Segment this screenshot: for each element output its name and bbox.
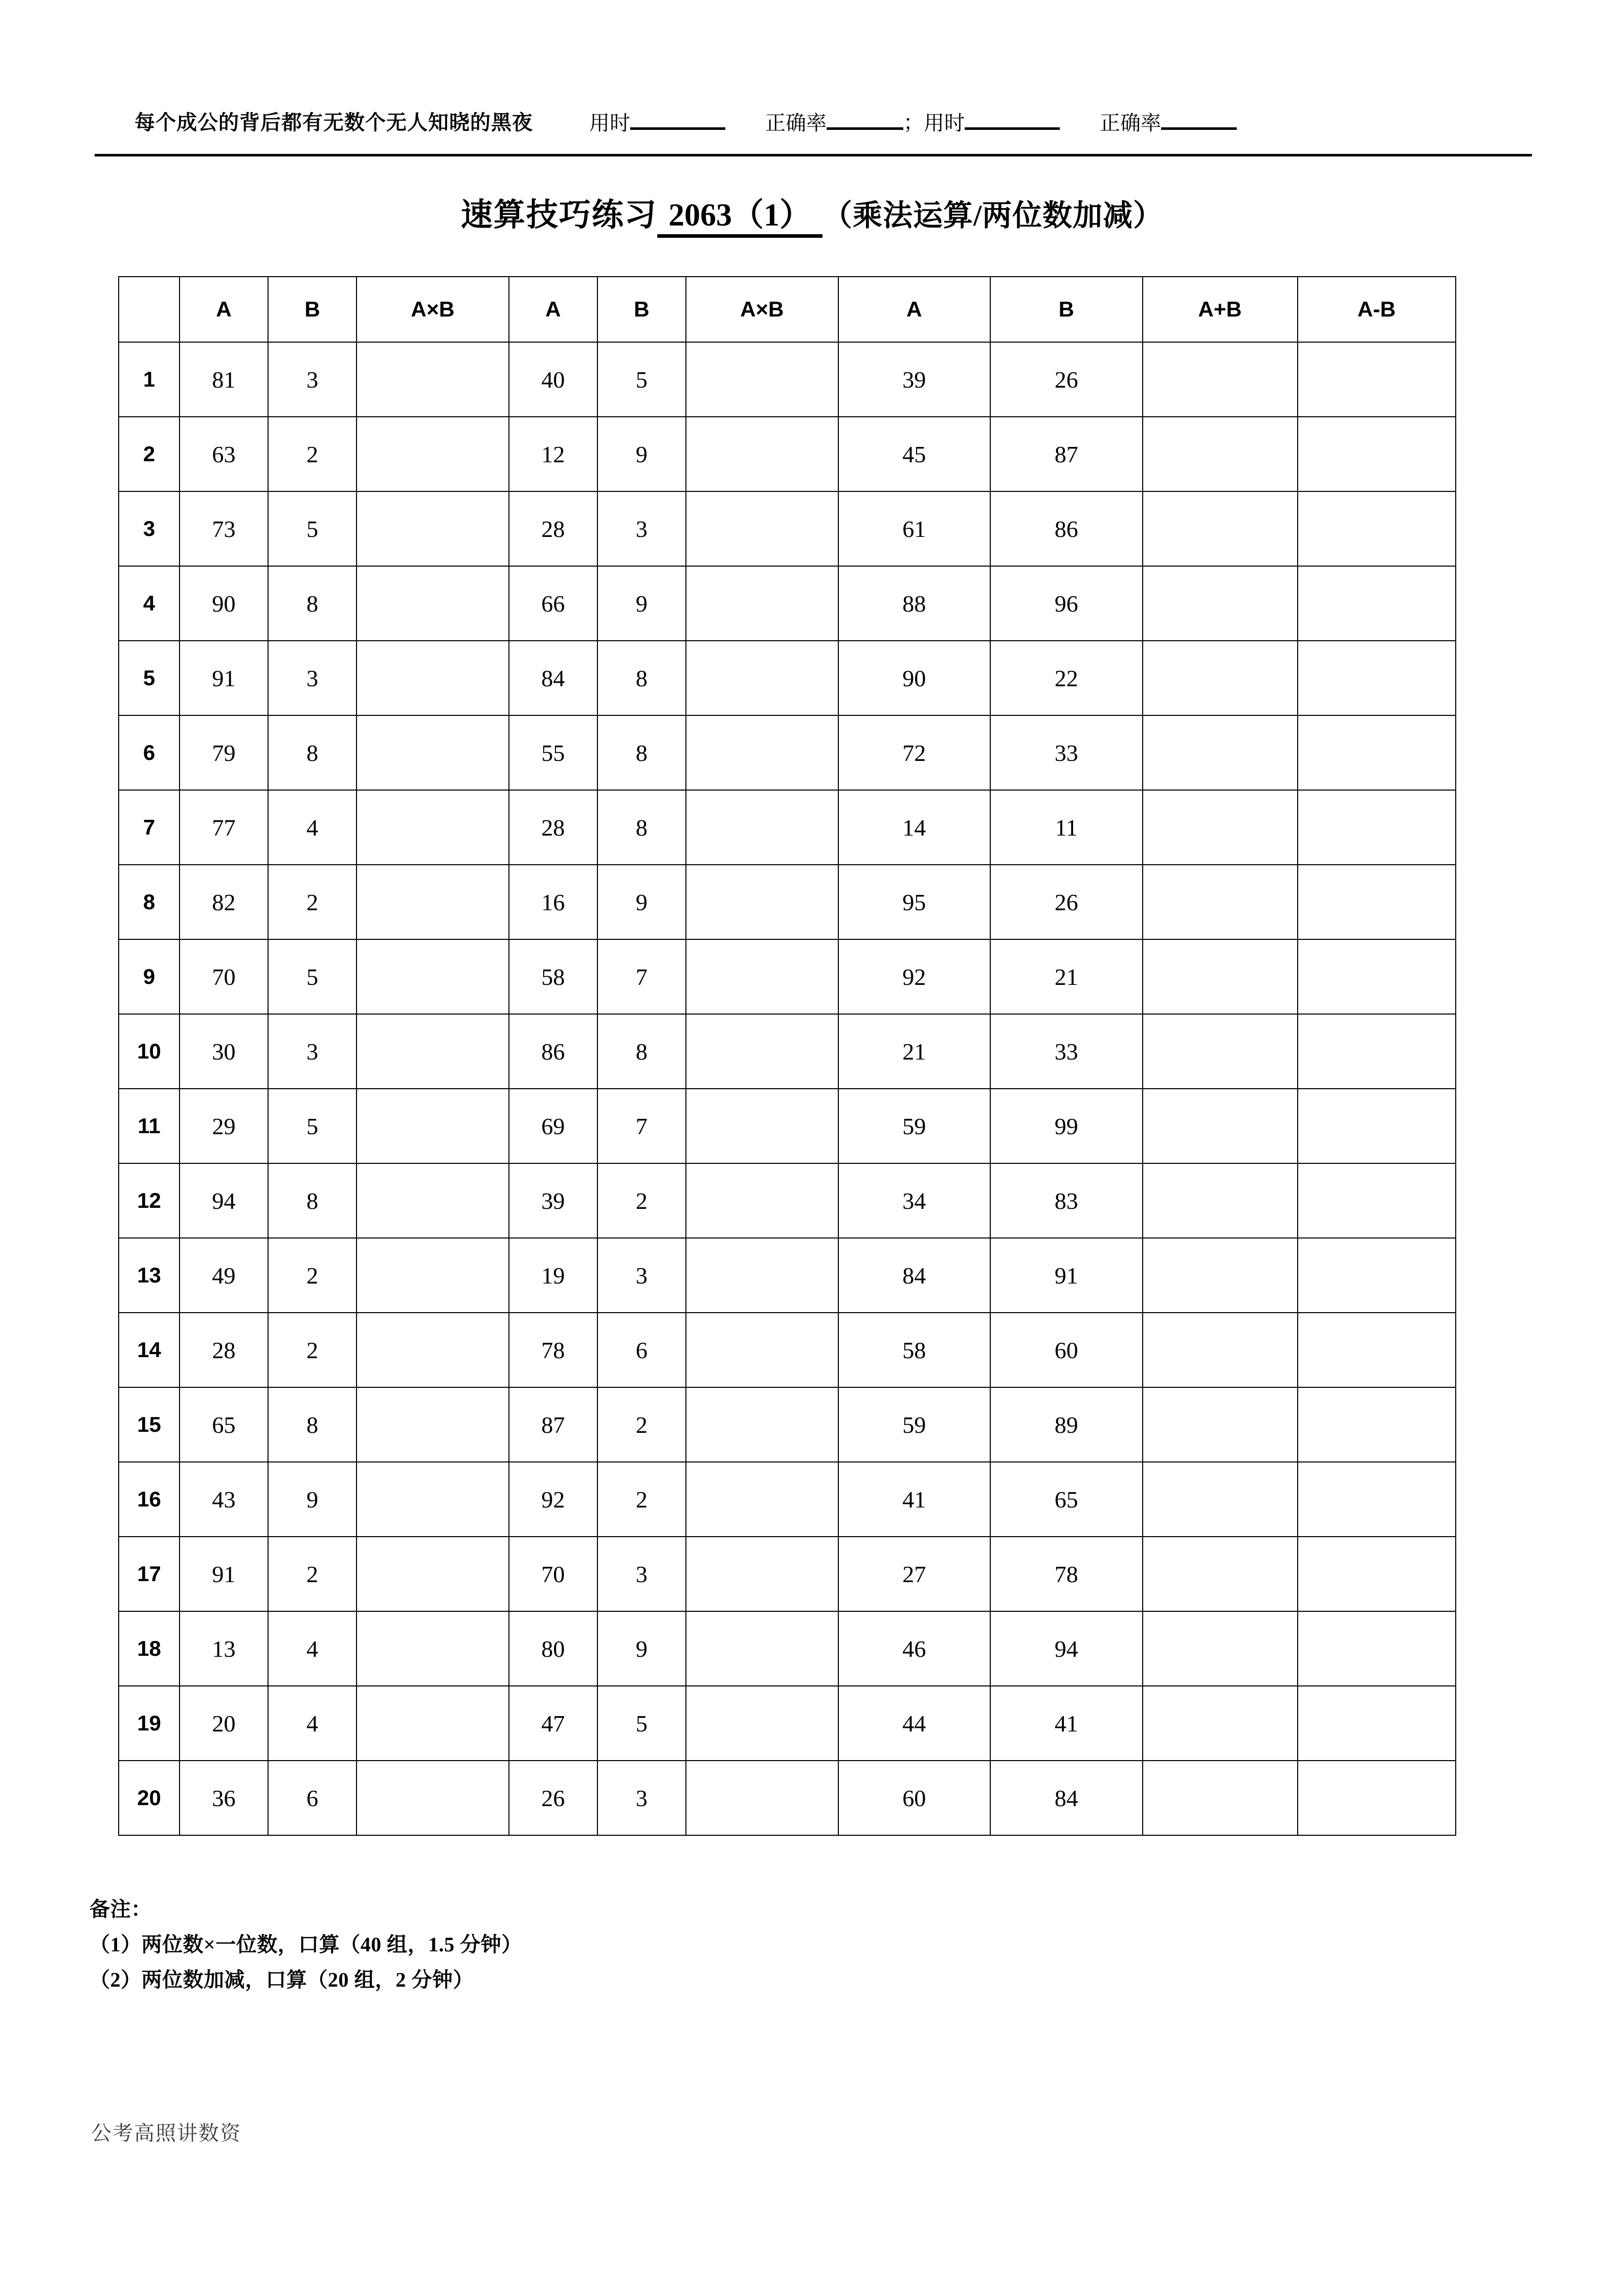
cell-b3: 60 xyxy=(990,1313,1143,1387)
col-header-a3: A xyxy=(838,277,991,342)
cell-aplusb-answer[interactable] xyxy=(1143,1611,1298,1686)
table-row xyxy=(119,1163,1456,1238)
cell-axb1-answer[interactable] xyxy=(357,1537,509,1611)
accuracy-blank-2[interactable] xyxy=(1161,110,1237,130)
cell-aminusb-answer[interactable] xyxy=(1298,1014,1456,1089)
cell-a1: 29 xyxy=(180,1089,268,1163)
cell-aplusb-answer[interactable] xyxy=(1143,939,1298,1014)
cell-a3: 45 xyxy=(838,417,991,491)
cell-aplusb-answer[interactable] xyxy=(1143,715,1298,790)
cell-b2: 3 xyxy=(597,1238,686,1313)
cell-a2: 28 xyxy=(509,491,597,566)
cell-a2: 55 xyxy=(509,715,597,790)
cell-b1: 2 xyxy=(268,1238,357,1313)
cell-aplusb-answer[interactable] xyxy=(1143,1537,1298,1611)
cell-a1: 20 xyxy=(180,1686,268,1761)
cell-b3: 22 xyxy=(990,641,1143,715)
cell-a1: 43 xyxy=(180,1462,268,1537)
cell-b2: 5 xyxy=(597,1686,686,1761)
cell-axb1-answer[interactable] xyxy=(357,641,509,715)
cell-b2: 7 xyxy=(597,1089,686,1163)
cell-b3: 94 xyxy=(990,1611,1143,1686)
cell-b1: 4 xyxy=(268,1611,357,1686)
cell-b1: 9 xyxy=(268,1462,357,1537)
cell-a2: 92 xyxy=(509,1462,597,1537)
cell-axb2-answer[interactable] xyxy=(686,1761,838,1835)
row-number-cell: 19 xyxy=(119,1686,180,1761)
col-header-axb2: A×B xyxy=(686,277,838,342)
cell-axb2-answer[interactable] xyxy=(686,1014,838,1089)
cell-b2: 2 xyxy=(597,1387,686,1462)
cell-a3: 72 xyxy=(838,715,991,790)
cell-aminusb-answer[interactable] xyxy=(1298,1387,1456,1462)
cell-b1: 2 xyxy=(268,1313,357,1387)
cell-b1: 2 xyxy=(268,417,357,491)
cell-b2: 8 xyxy=(597,1014,686,1089)
cell-b2: 8 xyxy=(597,715,686,790)
cell-a2: 19 xyxy=(509,1238,597,1313)
cell-b2: 8 xyxy=(597,641,686,715)
table-row xyxy=(119,417,1456,491)
cell-a1: 90 xyxy=(180,566,268,641)
notes-line-2: （2）两位数加减，口算（20 组，2 分钟） xyxy=(90,1968,474,1991)
table-row xyxy=(119,566,1456,641)
cell-a3: 39 xyxy=(838,342,991,417)
table-row xyxy=(119,939,1456,1014)
cell-axb1-answer[interactable] xyxy=(357,790,509,865)
cell-a1: 91 xyxy=(180,1537,268,1611)
cell-aminusb-answer[interactable] xyxy=(1298,417,1456,491)
cell-b3: 21 xyxy=(990,939,1143,1014)
cell-a3: 46 xyxy=(838,1611,991,1686)
cell-axb2-answer[interactable] xyxy=(686,1462,838,1537)
cell-b1: 3 xyxy=(268,1014,357,1089)
cell-aplusb-answer[interactable] xyxy=(1143,1313,1298,1387)
cell-aminusb-answer[interactable] xyxy=(1298,1537,1456,1611)
cell-a2: 70 xyxy=(509,1537,597,1611)
cell-a1: 94 xyxy=(180,1163,268,1238)
cell-b3: 91 xyxy=(990,1238,1143,1313)
table-row xyxy=(119,1537,1456,1611)
cell-axb1-answer[interactable] xyxy=(357,939,509,1014)
cell-b2: 9 xyxy=(597,566,686,641)
table-row xyxy=(119,1238,1456,1313)
cell-aminusb-answer[interactable] xyxy=(1298,790,1456,865)
cell-b2: 9 xyxy=(597,865,686,939)
accuracy-label-2: 正确率 xyxy=(1100,111,1161,134)
cell-b3: 96 xyxy=(990,566,1143,641)
cell-aplusb-answer[interactable] xyxy=(1143,1089,1298,1163)
row-number-cell: 13 xyxy=(119,1238,180,1313)
cell-b1: 6 xyxy=(268,1761,357,1835)
cell-b3: 11 xyxy=(990,790,1143,865)
cell-aplusb-answer[interactable] xyxy=(1143,1163,1298,1238)
table-row xyxy=(119,1014,1456,1089)
cell-axb1-answer[interactable] xyxy=(357,1089,509,1163)
cell-aplusb-answer[interactable] xyxy=(1143,1014,1298,1089)
cell-aplusb-answer[interactable] xyxy=(1143,417,1298,491)
cell-a1: 79 xyxy=(180,715,268,790)
cell-aplusb-answer[interactable] xyxy=(1143,342,1298,417)
cell-b1: 3 xyxy=(268,641,357,715)
cell-a1: 65 xyxy=(180,1387,268,1462)
col-header-b2: B xyxy=(597,277,686,342)
header-separator: ； xyxy=(903,111,924,134)
cell-b3: 99 xyxy=(990,1089,1143,1163)
cell-b3: 26 xyxy=(990,342,1143,417)
motivational-quote: 每个成公的背后都有无数个无人知晓的黑夜 xyxy=(135,111,533,134)
cell-b1: 8 xyxy=(268,1163,357,1238)
col-header-a2: A xyxy=(509,277,597,342)
title-prefix: 速算技巧练习 xyxy=(460,198,657,233)
cell-aminusb-answer[interactable] xyxy=(1298,641,1456,715)
cell-axb2-answer[interactable] xyxy=(686,790,838,865)
notes-block xyxy=(90,1892,1317,1997)
cell-a3: 58 xyxy=(838,1313,991,1387)
cell-b3: 86 xyxy=(990,491,1143,566)
cell-a1: 73 xyxy=(180,491,268,566)
cell-a3: 44 xyxy=(838,1686,991,1761)
cell-axb2-answer[interactable] xyxy=(686,342,838,417)
table-head xyxy=(119,277,1456,342)
table-row xyxy=(119,1686,1456,1761)
cell-b3: 84 xyxy=(990,1761,1143,1835)
row-number-cell: 8 xyxy=(119,865,180,939)
title-suffix: （乘法运算/两位数加减） xyxy=(822,199,1164,232)
row-number-cell: 17 xyxy=(119,1537,180,1611)
cell-axb2-answer[interactable] xyxy=(686,1611,838,1686)
cell-b3: 33 xyxy=(990,715,1143,790)
cell-axb2-answer[interactable] xyxy=(686,491,838,566)
cell-b1: 4 xyxy=(268,1686,357,1761)
cell-axb1-answer[interactable] xyxy=(357,342,509,417)
page-title xyxy=(0,189,1624,238)
row-number-cell: 14 xyxy=(119,1313,180,1387)
cell-b1: 5 xyxy=(268,1089,357,1163)
cell-aplusb-answer[interactable] xyxy=(1143,491,1298,566)
cell-a2: 84 xyxy=(509,641,597,715)
cell-a1: 13 xyxy=(180,1611,268,1686)
title-worksheet-code: 2063（1） xyxy=(657,199,822,238)
time-label-2: 用时 xyxy=(924,111,965,134)
cell-b3: 26 xyxy=(990,865,1143,939)
cell-axb2-answer[interactable] xyxy=(686,1387,838,1462)
cell-axb2-answer[interactable] xyxy=(686,641,838,715)
cell-a3: 88 xyxy=(838,566,991,641)
cell-a3: 21 xyxy=(838,1014,991,1089)
cell-a2: 78 xyxy=(509,1313,597,1387)
cell-axb2-answer[interactable] xyxy=(686,1238,838,1313)
cell-axb1-answer[interactable] xyxy=(357,1014,509,1089)
cell-b2: 3 xyxy=(597,1537,686,1611)
cell-a3: 84 xyxy=(838,1238,991,1313)
notes-heading: 备注： xyxy=(90,1898,152,1921)
col-header-a1: A xyxy=(180,277,268,342)
cell-aminusb-answer[interactable] xyxy=(1298,342,1456,417)
cell-a1: 30 xyxy=(180,1014,268,1089)
time-field-2 xyxy=(924,110,1060,136)
cell-a3: 27 xyxy=(838,1537,991,1611)
cell-a1: 77 xyxy=(180,790,268,865)
cell-aplusb-answer[interactable] xyxy=(1143,566,1298,641)
cell-a3: 90 xyxy=(838,641,991,715)
table-row xyxy=(119,491,1456,566)
cell-a2: 87 xyxy=(509,1387,597,1462)
table-row xyxy=(119,1462,1456,1537)
cell-a3: 59 xyxy=(838,1089,991,1163)
table-row xyxy=(119,715,1456,790)
cell-axb1-answer[interactable] xyxy=(357,417,509,491)
cell-axb1-answer[interactable] xyxy=(357,1238,509,1313)
cell-axb2-answer[interactable] xyxy=(686,1089,838,1163)
cell-aplusb-answer[interactable] xyxy=(1143,1387,1298,1462)
cell-axb1-answer[interactable] xyxy=(357,1686,509,1761)
cell-b2: 8 xyxy=(597,790,686,865)
cell-axb2-answer[interactable] xyxy=(686,1537,838,1611)
table-row xyxy=(119,1387,1456,1462)
cell-a1: 36 xyxy=(180,1761,268,1835)
cell-b3: 89 xyxy=(990,1387,1143,1462)
header-separator-wrap xyxy=(903,110,924,136)
cell-a2: 39 xyxy=(509,1163,597,1238)
cell-aminusb-answer[interactable] xyxy=(1298,865,1456,939)
cell-b2: 3 xyxy=(597,491,686,566)
cell-aplusb-answer[interactable] xyxy=(1143,641,1298,715)
cell-a2: 80 xyxy=(509,1611,597,1686)
row-number-cell: 3 xyxy=(119,491,180,566)
cell-aminusb-answer[interactable] xyxy=(1298,566,1456,641)
cell-a3: 14 xyxy=(838,790,991,865)
col-header-b1: B xyxy=(268,277,357,342)
practice-table xyxy=(118,276,1456,1836)
row-number-cell: 10 xyxy=(119,1014,180,1089)
cell-aplusb-answer[interactable] xyxy=(1143,1238,1298,1313)
cell-aminusb-answer[interactable] xyxy=(1298,715,1456,790)
cell-a2: 86 xyxy=(509,1014,597,1089)
cell-axb1-answer[interactable] xyxy=(357,1313,509,1387)
cell-aminusb-answer[interactable] xyxy=(1298,939,1456,1014)
cell-axb2-answer[interactable] xyxy=(686,865,838,939)
cell-axb2-answer[interactable] xyxy=(686,566,838,641)
page-running-head xyxy=(95,110,1532,156)
time-field-1 xyxy=(589,110,725,136)
row-number-cell: 9 xyxy=(119,939,180,1014)
row-number-cell: 7 xyxy=(119,790,180,865)
cell-axb2-answer[interactable] xyxy=(686,939,838,1014)
cell-a2: 28 xyxy=(509,790,597,865)
cell-axb1-answer[interactable] xyxy=(357,1611,509,1686)
cell-aminusb-answer[interactable] xyxy=(1298,1163,1456,1238)
table-row xyxy=(119,790,1456,865)
table-row xyxy=(119,1313,1456,1387)
cell-b1: 4 xyxy=(268,790,357,865)
row-number-cell: 16 xyxy=(119,1462,180,1537)
row-number-cell: 18 xyxy=(119,1611,180,1686)
cell-axb2-answer[interactable] xyxy=(686,1686,838,1761)
cell-b1: 3 xyxy=(268,342,357,417)
cell-a1: 28 xyxy=(180,1313,268,1387)
cell-a1: 91 xyxy=(180,641,268,715)
time-blank-2[interactable] xyxy=(965,110,1060,130)
col-header-axb1: A×B xyxy=(357,277,509,342)
cell-a2: 12 xyxy=(509,417,597,491)
row-number-cell: 20 xyxy=(119,1761,180,1835)
cell-aminusb-answer[interactable] xyxy=(1298,1313,1456,1387)
table-body xyxy=(119,342,1456,1835)
cell-b3: 83 xyxy=(990,1163,1143,1238)
cell-axb1-answer[interactable] xyxy=(357,491,509,566)
cell-a3: 92 xyxy=(838,939,991,1014)
cell-aplusb-answer[interactable] xyxy=(1143,790,1298,865)
col-header-aplusb: A+B xyxy=(1143,277,1298,342)
cell-axb1-answer[interactable] xyxy=(357,566,509,641)
cell-axb1-answer[interactable] xyxy=(357,1462,509,1537)
cell-a3: 95 xyxy=(838,865,991,939)
cell-aminusb-answer[interactable] xyxy=(1298,1611,1456,1686)
accuracy-blank-1[interactable] xyxy=(827,110,903,130)
cell-b1: 5 xyxy=(268,491,357,566)
cell-aplusb-answer[interactable] xyxy=(1143,1761,1298,1835)
cell-b2: 3 xyxy=(597,1761,686,1835)
row-number-cell: 4 xyxy=(119,566,180,641)
cell-b3: 78 xyxy=(990,1537,1143,1611)
row-number-cell: 12 xyxy=(119,1163,180,1238)
col-header-aminusb: A-B xyxy=(1298,277,1456,342)
cell-aminusb-answer[interactable] xyxy=(1298,491,1456,566)
table-row xyxy=(119,1611,1456,1686)
accuracy-field-2 xyxy=(1100,110,1237,136)
cell-a2: 66 xyxy=(509,566,597,641)
cell-b2: 9 xyxy=(597,417,686,491)
cell-aminusb-answer[interactable] xyxy=(1298,1238,1456,1313)
col-header-b3: B xyxy=(990,277,1143,342)
cell-b3: 65 xyxy=(990,1462,1143,1537)
cell-b2: 5 xyxy=(597,342,686,417)
cell-axb2-answer[interactable] xyxy=(686,417,838,491)
cell-axb2-answer[interactable] xyxy=(686,715,838,790)
row-number-cell: 5 xyxy=(119,641,180,715)
cell-b3: 41 xyxy=(990,1686,1143,1761)
cell-aminusb-answer[interactable] xyxy=(1298,1462,1456,1537)
cell-a2: 16 xyxy=(509,865,597,939)
accuracy-field-1 xyxy=(765,110,903,136)
row-number-cell: 1 xyxy=(119,342,180,417)
cell-a2: 47 xyxy=(509,1686,597,1761)
cell-a2: 26 xyxy=(509,1761,597,1835)
cell-a3: 61 xyxy=(838,491,991,566)
table-header-row xyxy=(119,277,1456,342)
cell-b2: 9 xyxy=(597,1611,686,1686)
cell-aminusb-answer[interactable] xyxy=(1298,1686,1456,1761)
footer-watermark: 公考高照讲数资 xyxy=(91,2122,241,2145)
cell-aplusb-answer[interactable] xyxy=(1143,1686,1298,1761)
cell-axb1-answer[interactable] xyxy=(357,1387,509,1462)
col-header-rownum xyxy=(119,277,180,342)
practice-table-wrap xyxy=(118,276,1456,1836)
cell-aplusb-answer[interactable] xyxy=(1143,865,1298,939)
cell-b1: 8 xyxy=(268,715,357,790)
row-number-cell: 11 xyxy=(119,1089,180,1163)
table-row xyxy=(119,1089,1456,1163)
cell-b1: 2 xyxy=(268,1537,357,1611)
cell-axb1-answer[interactable] xyxy=(357,715,509,790)
table-row xyxy=(119,641,1456,715)
cell-b2: 6 xyxy=(597,1313,686,1387)
time-blank-1[interactable] xyxy=(630,110,725,130)
accuracy-label-1: 正确率 xyxy=(765,111,827,134)
cell-b3: 33 xyxy=(990,1014,1143,1089)
cell-axb2-answer[interactable] xyxy=(686,1313,838,1387)
cell-b1: 5 xyxy=(268,939,357,1014)
cell-a1: 63 xyxy=(180,417,268,491)
row-number-cell: 15 xyxy=(119,1387,180,1462)
cell-a2: 69 xyxy=(509,1089,597,1163)
cell-axb1-answer[interactable] xyxy=(357,865,509,939)
cell-a1: 49 xyxy=(180,1238,268,1313)
cell-b2: 7 xyxy=(597,939,686,1014)
cell-b2: 2 xyxy=(597,1163,686,1238)
time-label-1: 用时 xyxy=(589,111,630,134)
cell-a1: 82 xyxy=(180,865,268,939)
cell-b1: 2 xyxy=(268,865,357,939)
cell-a3: 60 xyxy=(838,1761,991,1835)
cell-a2: 58 xyxy=(509,939,597,1014)
notes-line-1: （1）两位数×一位数，口算（40 组，1.5 分钟） xyxy=(90,1932,522,1956)
cell-a1: 81 xyxy=(180,342,268,417)
cell-aminusb-answer[interactable] xyxy=(1298,1761,1456,1835)
table-row xyxy=(119,865,1456,939)
cell-a2: 40 xyxy=(509,342,597,417)
cell-aminusb-answer[interactable] xyxy=(1298,1089,1456,1163)
table-row xyxy=(119,342,1456,417)
cell-b1: 8 xyxy=(268,1387,357,1462)
cell-a3: 59 xyxy=(838,1387,991,1462)
cell-b1: 8 xyxy=(268,566,357,641)
cell-a3: 41 xyxy=(838,1462,991,1537)
cell-aplusb-answer[interactable] xyxy=(1143,1462,1298,1537)
cell-a1: 70 xyxy=(180,939,268,1014)
row-number-cell: 2 xyxy=(119,417,180,491)
cell-axb1-answer[interactable] xyxy=(357,1761,509,1835)
cell-a3: 34 xyxy=(838,1163,991,1238)
cell-axb2-answer[interactable] xyxy=(686,1163,838,1238)
cell-axb1-answer[interactable] xyxy=(357,1163,509,1238)
cell-b3: 87 xyxy=(990,417,1143,491)
table-row xyxy=(119,1761,1456,1835)
cell-b2: 2 xyxy=(597,1462,686,1537)
row-number-cell: 6 xyxy=(119,715,180,790)
